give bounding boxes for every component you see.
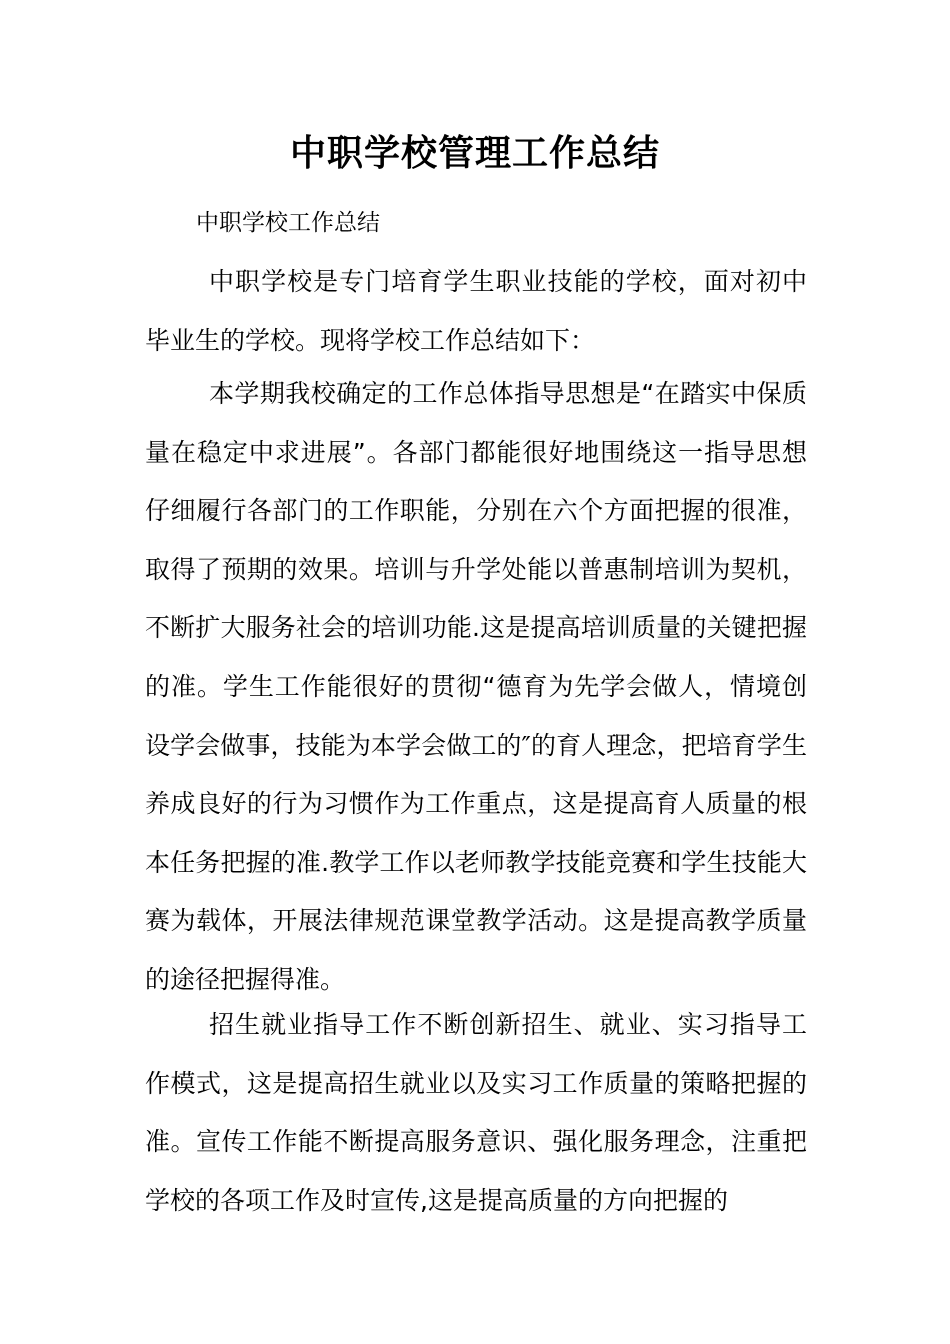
document-title: 中职学校管理工作总结 xyxy=(289,132,660,174)
paragraph-intro: 中职学校是专门培育学生职业技能的学校，面对初中毕业生的学校。现将学校工作总结如下： xyxy=(145,267,807,355)
paragraph-enrollment-employment: 招生就业指导工作不断创新招生、就业、实习指导工作模式，这是提高招生就业以及实习工作质量的策略把握的准。宣传工作能不断提高服务意识、强化服务理念，注重把学校的各项工作及时宣传,这是提高质量的方向把握的 xyxy=(145,1010,807,1215)
paragraph-guiding-thought: 本学期我校确定的工作总体指导思想是“在踏实中保质量在稳定中求进展”。各部门都能很好地围绕这一指导思想仔细履行各部门的工作职能，分别在六个方面把握的很准，取得了预期的效果。培训与升学处能以普惠制培训为契机，不断扩大服务社会的培训功能.这是提高培训质量的关键把握的准。学生工作能很好的贯彻“德育为先学会做人，情境创设学会做事，技能为本学会做工的″的育人理念，把培育学生养成良好的行为习惯作为工作重点，这是提高育人质量的根本任务把握的准.教学工作以老师教学技能竞赛和学生技能大赛为载体，开展法律规范课堂教学活动。这是提高教学质量的途径把握得准。 xyxy=(145,379,807,994)
document-subtitle: 中职学校工作总结 xyxy=(196,210,380,236)
